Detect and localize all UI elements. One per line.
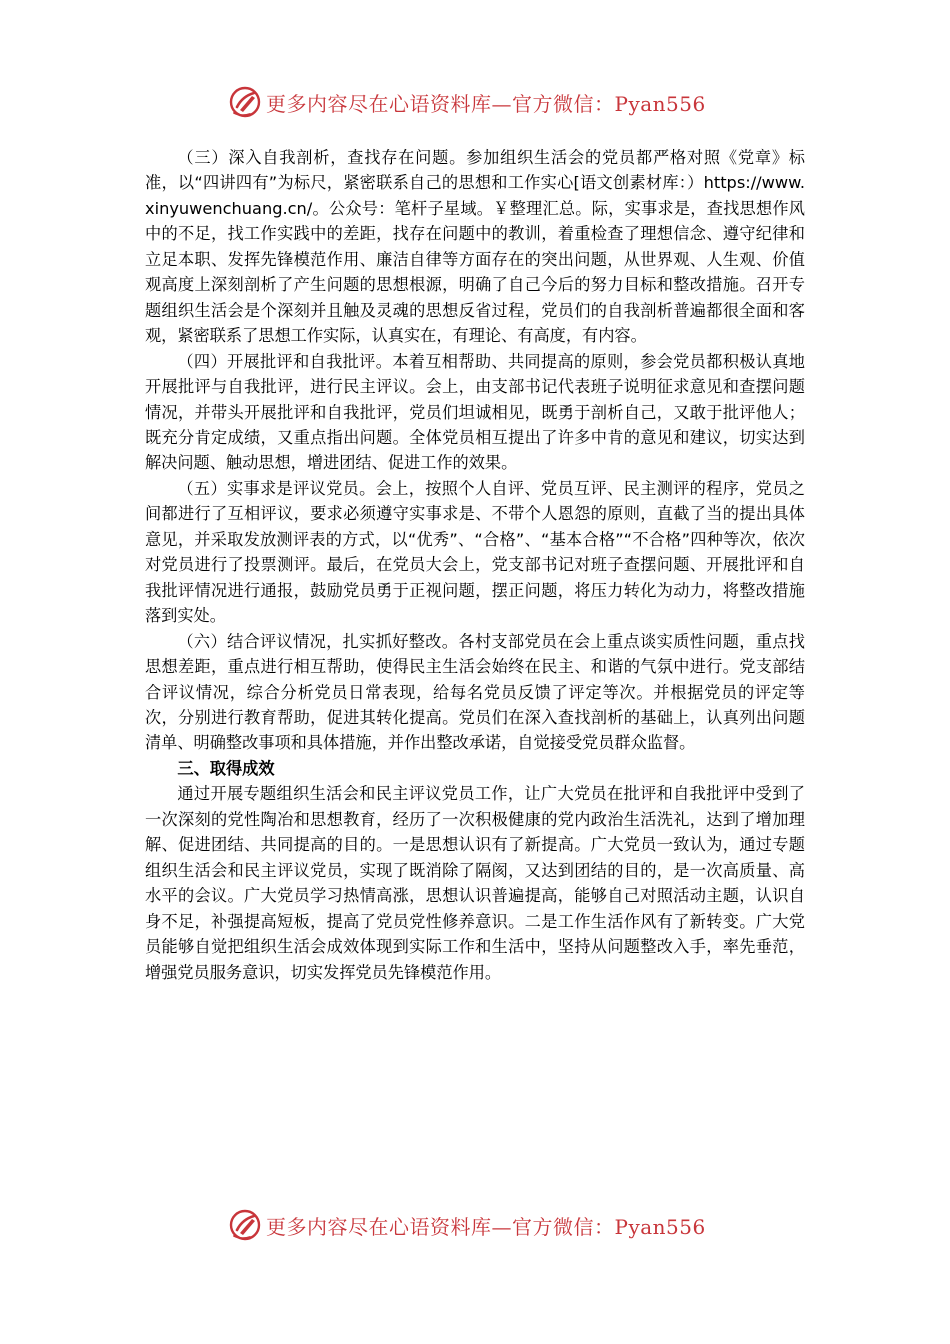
paragraph-conclusion: 通过开展专题组织生活会和民主评议党员工作，让广大党员在批评和自我批评中受到了一次深刻的党性陶冶和思想教育，经历了一次积极健康的党内政治生活洗礼，达到了增加理解、促进团结、共同提高的目的。一是思想认识有了新提高。广大党员一致认为，通过专题组织生活会和民主评议党员，实现了既消除了隔阂，又达到团结的目的，是一次高质量、高水平的会议。广大党员学习热情高涨，思想认识普遍提高，能够自己对照活动主题，认识自身不足，补强提高短板，提高了党员党性修养意识。二是工作生活作风有了新转变。广大党员能够自觉把组织生活会成效体现到实际工作和生活中，坚持从问题整改入手，率先垂范，增强党员服务意识，切实发挥党员先锋模范作用。: [145, 784, 805, 982]
footer-banner: [228, 1207, 728, 1243]
footer-banner-text: 更多内容尽在心语资料库—官方微信：Pyan556: [266, 1214, 706, 1239]
paragraph-criticism: （四）开展批评和自我批评。本着互相帮助、共同提高的原则，参会党员都积极认真地开展批评与自我批评，进行民主评议。会上，由支部书记代表班子说明征求意见和查摆问题情况，并带头开展批评和自我批评，党员们坦诚相见，既勇于剖析自己，又敢于批评他人；既充分肯定成绩，又重点指出问题。全体党员相互提出了许多中肯的意见和建议，切实达到解决问题、触动思想，增进团结、促进工作的效果。: [145, 351, 805, 473]
paragraph-evaluation: （五）实事求是评议党员。会上，按照个人自评、党员互评、民主测评的程序，党员之间都进行了互相评议，要求必须遵守实事求是、不带个人恩怨的原则，直截了当的提出具体意见，并采取发放测评表的方式，以“优秀”、“合格”、“基本合格”“不合格”四种等次，依次对党员进行了投票测评。最后，在党员大会上，党支部书记对班子查摆问题、开展批评和自我批评情况进行通报，鼓励党员勇于正视问题，摆正问题，将压力转化为动力，将整改措施落到实处。: [145, 478, 805, 626]
paragraph-rectification: （六）结合评议情况，扎实抓好整改。各村支部党员在会上重点谈实质性问题，重点找思想差距，重点进行相互帮助，使得民主生活会始终在民主、和谐的气氛中进行。党支部结合评议情况，综合分析党员日常表现，给每名党员反馈了评定等次。并根据党员的评定等次，分别进行教育帮助，促进其转化提高。党员们在深入查找剖析的基础上，认真列出问题清单、明确整改事项和具体措施，并作出整改承诺，自觉接受党员群众监督。: [145, 631, 805, 753]
header-banner-text: 更多内容尽在心语资料库—官方微信：Pyan556: [266, 91, 706, 116]
pen-swirl-logo-icon: [228, 1208, 262, 1242]
document-body: [145, 145, 805, 985]
pen-swirl-logo-icon: [228, 85, 262, 119]
paragraph-self-analysis: （三）深入自我剖析，查找存在问题。参加组织生活会的党员都严格对照《党章》标准，以“四讲四有”为标尺，紧密联系自己的思想和工作实心[语文创素材库：）https://www.xinyuwenchuang.cn/。公众号：笔杆子星域。￥整理汇总。际，实事求是，查找思想作风中的不足，找工作实践中的差距，找存在问题中的教训，着重检查了理想信念、遵守纪律和立足本职、发挥先锋模范作用、廉洁自律等方面存在的突出问题，从世界观、人生观、价值观高度上深刻剖析了产生问题的思想根源，明确了自己今后的努力目标和整改措施。召开专题组织生活会是个深刻并且触及灵魂的思想反省过程，党员们的自我剖析普遍都很全面和客观，紧密联系了思想工作实际，认真实在，有理论、有高度，有内容。: [145, 148, 805, 346]
section-heading: 三、取得成效: [177, 758, 275, 778]
header-banner: [228, 84, 728, 120]
